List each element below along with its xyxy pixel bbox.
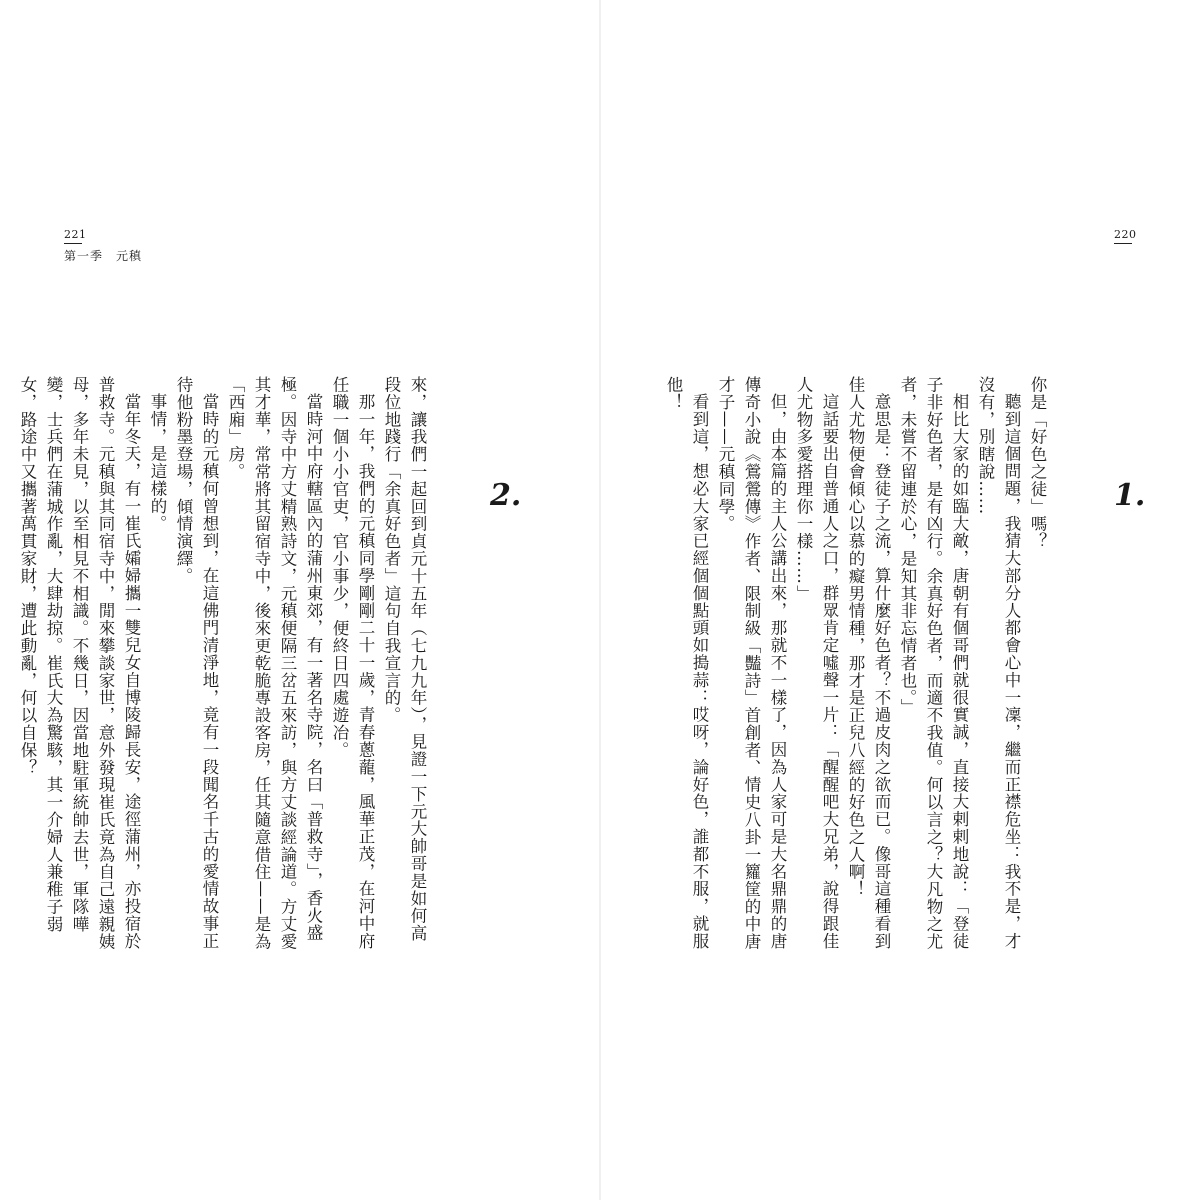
- body-text: [18, 376, 430, 956]
- paragraph: 意思是：登徒子之流，算什麼好色者？不過皮肉之欲而已。像哥這種看到佳人尤物便會傾心以慕的癡男情種，那才是正兒八經的好色之人啊！: [846, 376, 891, 950]
- running-head: 第一季 元稹: [64, 249, 143, 263]
- paragraph: 聽到這個問題，我猜大部分人都會心中一凜，繼而正襟危坐：我不是，才沒有，別瞎說……: [976, 376, 1021, 950]
- paragraph: 來，讓我們一起回到貞元十五年（七九九年），見證一下元大帥哥是如何高段位地踐行「余真好色者」這句自我宣言的。: [382, 376, 427, 942]
- paragraph: 相比大家的如臨大敵，唐朝有個哥們就很實誠，直接大剌剌地說：「登徒子非好色者，是有凶行。余真好色者，而適不我值。何以言之？大凡物之尤者，未嘗不留連於心，是知其非忘情者也。」: [898, 376, 969, 951]
- folio-rule: [1114, 243, 1132, 244]
- page-number: 220: [1114, 228, 1137, 241]
- page-number: 221: [64, 228, 87, 241]
- section-number: 1.: [1114, 478, 1146, 513]
- paragraph: 但，由本篇的主人公講出來，那就不一樣了，因為人家可是大名鼎鼎的唐傳奇小說《鶯鶯傳》作者、限制級「豔詩」首創者、情史八卦一籮筐的中唐才子——元稹同學。: [716, 376, 787, 951]
- paragraph: 看到這，想必大家已經個個點頭如搗蒜：哎呀，論好色，誰都不服，就服他！: [664, 376, 709, 950]
- folio-rule: [64, 243, 82, 244]
- page-220: [600, 0, 1200, 1200]
- paragraph: 當年冬天，有一崔氏孀婦攜一雙兒女自博陵歸長安，途徑蒲州，亦投宿於普救寺。元稹與其同宿寺中，閒來攀談家世，意外發現崔氏竟為自己遠親姨母，多年未見，以至相見不相識。不幾日，因當地駐軍統帥去世，軍隊嘩變，士兵們在蒲城作亂，大肆劫掠。崔氏大為驚駭，其一介婦人兼稚子弱女，路途中又攜著萬貫家財，遭此動亂，何以自保？: [18, 376, 141, 951]
- paragraph: 當時的元稹何曾想到，在這佛門清淨地，竟有一段聞名千古的愛情故事正待他粉墨登場，傾情演繹。: [174, 376, 219, 950]
- section-number: 2.: [490, 478, 522, 513]
- body-text: [664, 376, 1050, 956]
- paragraph: 那一年，我們的元稹同學剛剛二十一歲，青春蔥蘢，風華正茂，在河中府任職一個小小官吏，官小事少，便終日四處遊冶。: [330, 376, 375, 950]
- paragraph: 你是「好色之徒」嗎？: [1028, 376, 1047, 550]
- paragraph: 當時河中府轄區內的蒲州東郊，有一著名寺院，名曰「普救寺」，香火盛極。因寺中方丈精熟詩文，元稹便隔三岔五來訪，與方丈談經論道。方丈愛其才華，常常將其留宿寺中，後來更乾脆專設客房，任其隨意借住——是為「西廂」房。: [226, 376, 323, 951]
- paragraph: 事情，是這樣的。: [148, 392, 167, 532]
- paragraph: 這話要出自普通人之口，群眾肯定噓聲一片：「醒醒吧大兄弟，說得跟佳人尤物多愛搭理你一樣……」: [794, 376, 839, 950]
